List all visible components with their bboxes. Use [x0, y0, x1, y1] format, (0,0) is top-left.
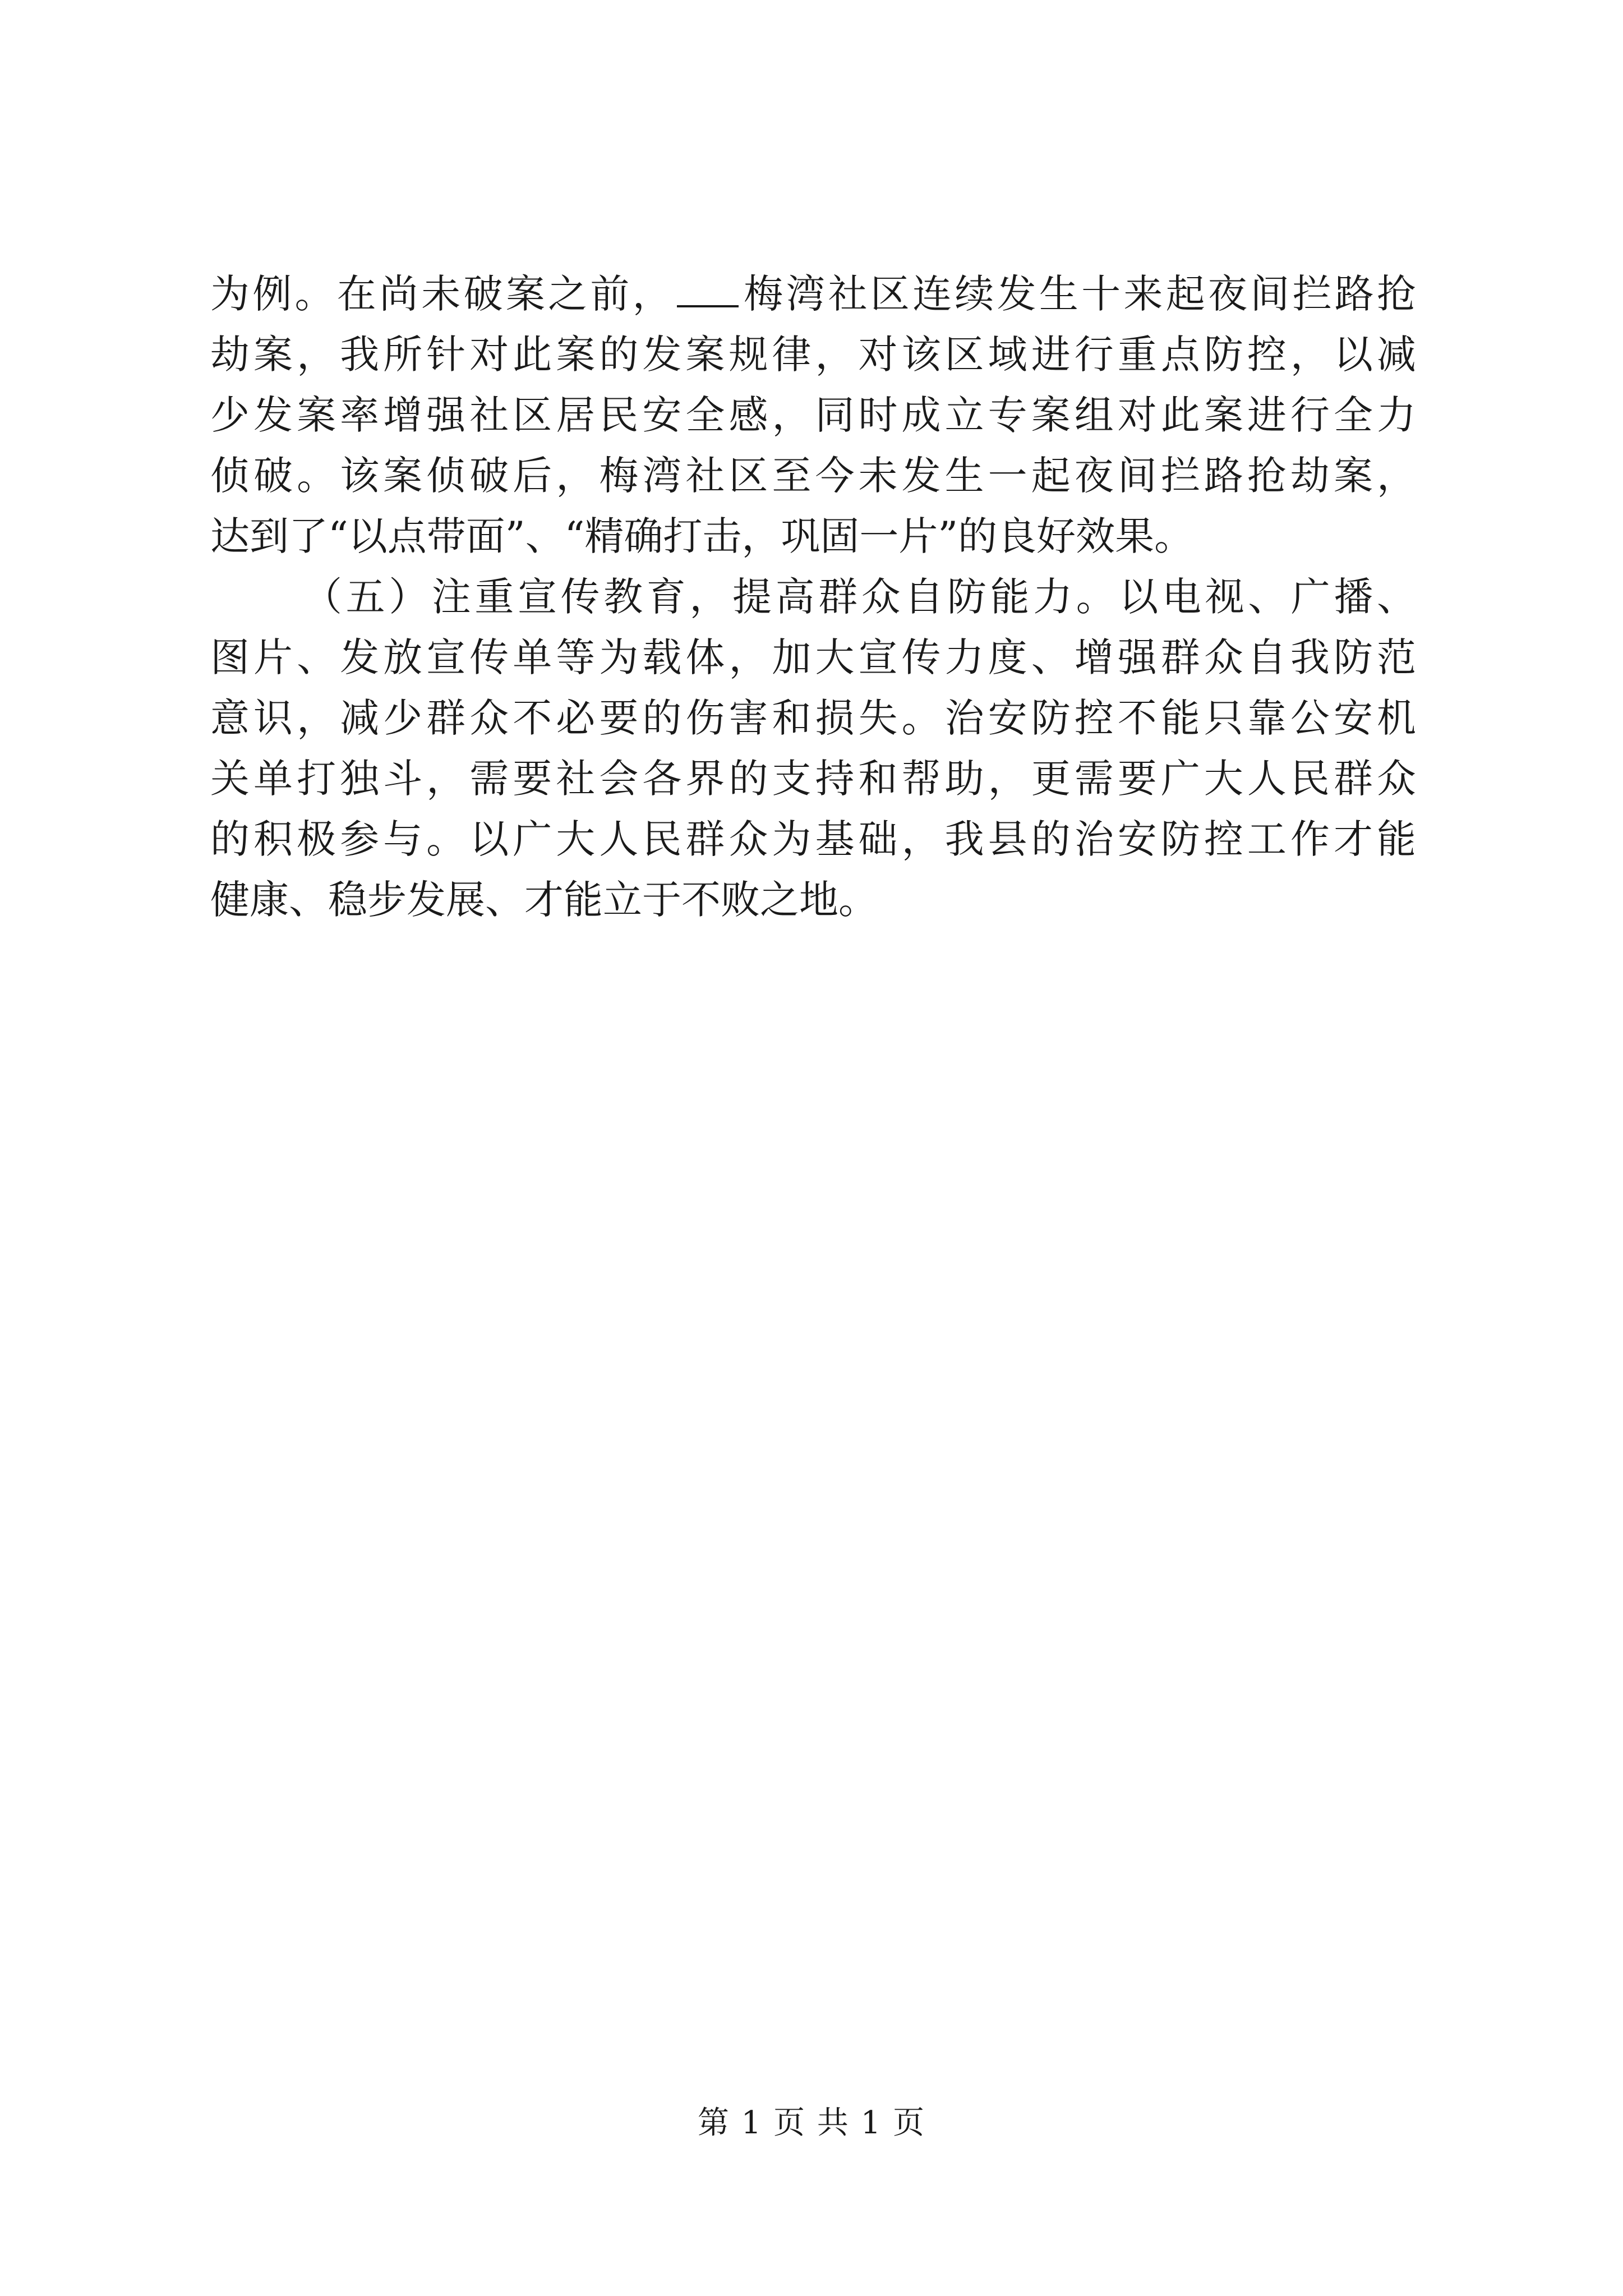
text-line: 关单打独斗，需要社会各界的支持和帮助，更需要广大人民群众 — [210, 756, 1416, 802]
text-line: 健康、稳步发展、才能立于不败之地。 — [210, 877, 878, 923]
fill-in-blank — [677, 272, 739, 307]
text-line: 的积极参与。以广大人民群众为基础，我县的治安防控工作才能 — [210, 816, 1416, 862]
text-line: 劫案，我所针对此案的发案规律，对该区域进行重点防控，以减 — [210, 332, 1416, 378]
text-line — [210, 264, 1416, 324]
text-line: 达到了“以点带面”、“精确打击，巩固一片”的良好效果。 — [210, 513, 1194, 559]
page-footer — [0, 2098, 1623, 2143]
text-line: （五）注重宣传教育，提高群众自防能力。以电视、广播、 — [303, 574, 1416, 620]
paragraph-1 — [210, 264, 1416, 567]
text-line: 侦破。该案侦破后，梅湾社区至今未发生一起夜间拦路抢劫案， — [210, 453, 1416, 499]
document-body — [210, 264, 1416, 930]
text-line: 少发案率增强社区居民安全感，同时成立专案组对此案进行全力 — [210, 392, 1416, 438]
text-segment: 为例。在尚未破案之前， — [210, 271, 675, 317]
text-line: 意识，减少群众不必要的伤害和损失。治安防控不能只靠公安机 — [210, 695, 1416, 741]
page-number: 第 1 页 共 1 页 — [697, 2105, 926, 2141]
paragraph-2 — [210, 567, 1416, 930]
text-line: 图片、发放宣传单等为载体，加大宣传力度、增强群众自我防范 — [210, 634, 1416, 680]
text-segment: 梅湾社区连续发生十来起夜间拦路抢 — [740, 271, 1417, 317]
